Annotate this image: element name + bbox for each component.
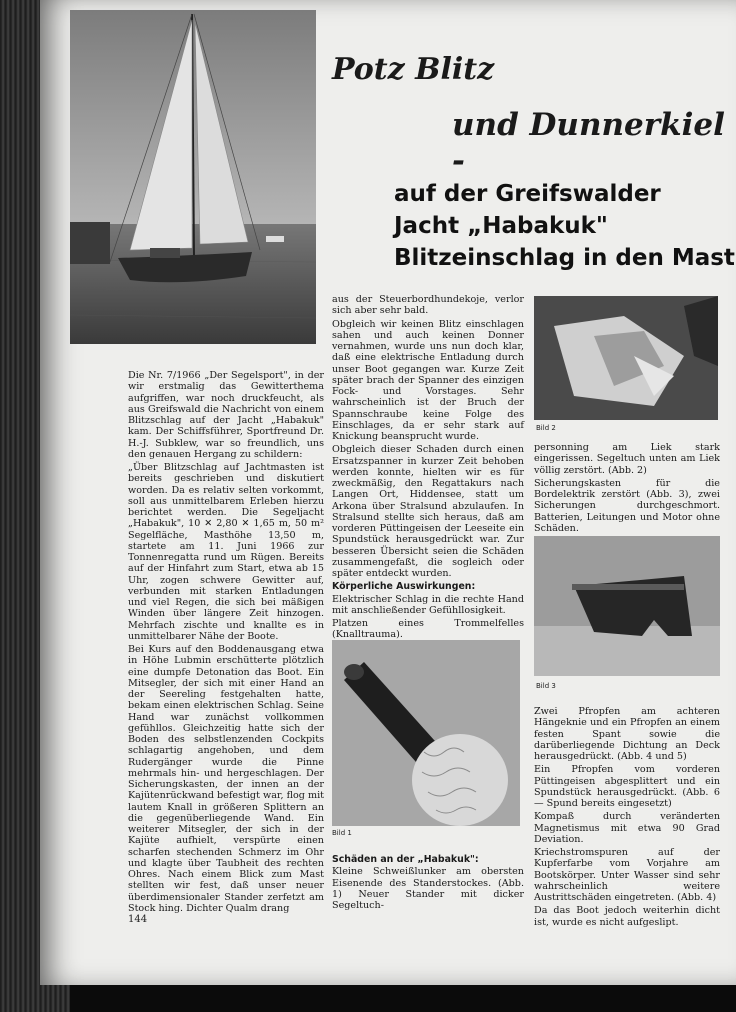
photo-bild-3 — [534, 536, 720, 676]
article-column-3-bottom — [534, 706, 720, 930]
paragraph: Da das Boot jedoch weiterhin dicht ist, wurde es nicht aufgeslipt. — [534, 905, 720, 928]
subtitle-line: Blitzeinschlag in den Mast — [394, 245, 735, 271]
photo-bild-1 — [332, 640, 520, 826]
sailboat-photo — [70, 10, 316, 344]
title-potz-blitz: Potz Blitz — [332, 52, 495, 87]
paragraph: Kriechstromspuren auf der Kupferfarbe vom Vorjahre am Bootskörper. Unter Wasser sind sehr wahrscheinlich weitere Austrittschäden eingetreten. (Abb. 4) — [534, 847, 720, 903]
magazine-page — [40, 0, 736, 985]
caption-bild-1: Bild 1 — [332, 829, 352, 837]
paragraph: Ein Pfropfen vom vorderen Püttingeisen abgesplittert und ein Spundstück herausgedrückt. (Abb. 6 — Spund bereits eingesetzt) — [534, 764, 720, 809]
article-column-3-mid — [534, 442, 720, 536]
subtitle-line: auf der Greifswalder — [394, 181, 661, 207]
paragraph: Die Nr. 7/1966 „Der Segelsport", in der wir erstmalig das Gewitterthema aufgriffen, war noch druckfeucht, als aus Greifswald die Nachricht von einem Blitzschlag auf der Jacht „Habakuk" kam. Der Schiffsführer, Sportfreund Dr. H.-J. Subklew, war so freundlich, uns den genauen Hergang zu schildern: — [128, 370, 324, 460]
caption-bild-2: Bild 2 — [536, 424, 556, 432]
article-column-2-bottom — [332, 852, 524, 913]
paragraph: Elektrischer Schlag in die rechte Hand mit anschließender Gefühllosigkeit. — [332, 593, 524, 616]
paragraph: Platzen eines Trommelfelles (Knalltrauma). — [332, 618, 524, 641]
paragraph: personning am Liek stark eingerissen. Segeltuch unten am Liek völlig zerstört. (Abb. 2) — [534, 442, 720, 476]
paragraph: Zwei Pfropfen am achteren Hängeknie und ein Pfropfen an einem festen Spant sowie die darüberliegende Dichtung an Deck herausgedrückt. (Abb. 4 und 5) — [534, 706, 720, 762]
paragraph: Obgleich wir keinen Blitz einschlagen sahen und auch keinen Donner vernahmen, wurde uns nun doch klar, daß eine elektrische Entladung durch unser Boot gegangen war. Kurze Zeit später brach der Spanner des einzigen Fock- und Vorstages. Sehr wahrscheinlich ist der Bruch der Spannschraube keine Folge des Einschlages, da er sehr stark auf Knickung beansprucht wurde. — [332, 318, 524, 442]
paragraph: Sicherungskasten für die Bordelektrik zerstört (Abb. 3), zwei Sicherungen durchgeschmort. Batterien, Leitungen und Motor ohne Schäden. — [534, 477, 720, 534]
caption-bild-3: Bild 3 — [536, 682, 556, 690]
section-heading: Körperliche Auswirkungen: — [332, 581, 476, 593]
paragraph: aus der Steuerbordhundekoje, verlor sich aber sehr bald. — [332, 294, 524, 317]
paragraph: Bei Kurs auf den Boddenausgang etwa in Höhe Lubmin erschütterte plötzlich eine dumpfe Detonation das Boot. Ein Mitsegler, der sich mit einer Hand an der Seereling festgehalten hatte, bekam einen elektrischen Schlag. Seine Hand war zunächst vollkommen gefühllos. Gleichzeitig hatte sich der Boden des selbstlenzenden Cockpits schlagartig angehoben, und dem Rudergänger wurde die Pinne mehrmals hin- und hergeschlagen. Der Sicherungskasten, der innen an der Kajütenrückwand befestigt war, flog mit lautem Knall in größeren Splittern an die gegenüberliegende Wand. Ein weiterer Mitsegler, der sich in der Kajüte aufhielt, verspürte einen scharfen stechenden Schmerz im Ohr und klagte über Taubheit des rechten Ohres. Nach einem Blick zum Mast stellten wir fest, daß unser neuer überdimensionaler Stander zerfetzt am Stock hing. Dichter Qualm drang — [128, 644, 324, 914]
title-dunnerkiel: und Dunnerkiel - — [452, 107, 725, 179]
article-column-2 — [332, 294, 524, 643]
photo-bild-2 — [534, 296, 718, 420]
paragraph: „Über Blitzschlag auf Jachtmasten ist bereits geschrieben und diskutiert worden. Da es relativ selten vorkommt, soll aus unmittelbarem Erleben hierzu berichtet werden. Die Segeljacht „Habakuk", 10 ✕ 2,80 ✕ 1,65 m, 50 m² Segelfläche, Masthöhe 13,50 m, startete am 11. Juni 1966 zur Tonnenregatta rund um Rügen. Bereits auf der Hinfahrt zum Start, etwa ab 15 Uhr, zogen schwere Gewitter auf, verbunden mit starken Entladungen und viel Regen, die sich bei mäßigen Winden über längere Zeit hinzogen. Mehrfach zischte und knallte es in unmittelbarer Nähe der Boote. — [128, 462, 324, 642]
subtitle-line: Jacht „Habakuk" — [394, 213, 608, 239]
page-number: 144 — [128, 914, 148, 925]
paragraph: Obgleich dieser Schaden durch einen Ersatzspanner in kurzer Zeit behoben werden konnte, hielten wir es für zweckmäßig, den Regattakurs nach Langen Ort, Hiddensee, statt um Arkona über Stralsund abzulaufen. In Stralsund stellte sich heraus, daß am vorderen Püttingeisen der Leeseite ein Spundstück herausgedrückt war. Zur besseren Übersicht seien die Schäden zusammengefaßt, die sogleich oder später entdeckt wurden. — [332, 444, 524, 579]
section-heading: Schäden an der „Habakuk": — [332, 854, 479, 865]
article-column-1 — [128, 370, 324, 916]
paragraph: Kompaß durch veränderten Magnetismus mit etwa 90 Grad Deviation. — [534, 811, 720, 845]
subtitle-block — [394, 178, 735, 274]
paragraph: Kleine Schweißlunker am obersten Eisenende des Standerstockes. (Abb. 1) Neuer Stander mit dicker Segeltuch- — [332, 866, 524, 911]
